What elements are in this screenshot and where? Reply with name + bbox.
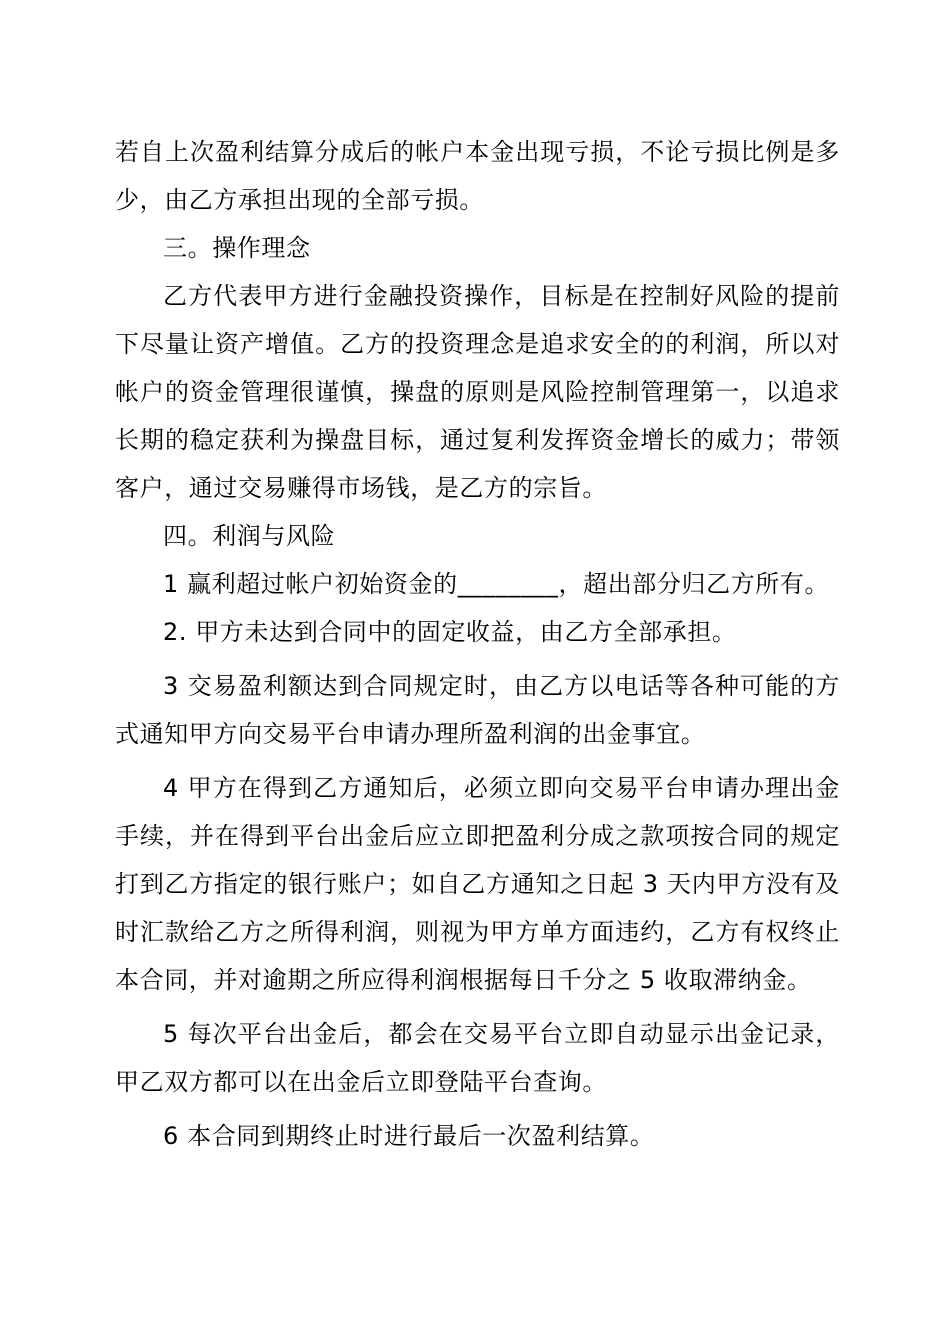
paragraph-operation-philosophy: 乙方代表甲方进行金融投资操作，目标是在控制好风险的提前下尽量让资产增值。乙方的投资理念是追求安全的的利润，所以对帐户的资金管理很谨慎，操盘的原则是风险控制管理第一，以追求长期的稳定获利为操盘目标，通过复利发挥资金增长的威力；带领客户，通过交易赚得市场钱，是乙方的宗旨。 xyxy=(115,282,840,502)
section-heading-4: 四。利润与风险 xyxy=(163,522,336,550)
paragraph-loss-clause: 若自上次盈利结算分成后的帐户本金出现亏损，不论亏损比例是多少，由乙方承担出现的全部亏损。 xyxy=(115,138,840,214)
list-item-2: 2. 甲方未达到合同中的固定收益，由乙方全部承担。 xyxy=(163,618,737,646)
list-item-6: 6 本合同到期终止时进行最后一次盈利结算。 xyxy=(163,1122,655,1150)
document-body xyxy=(115,128,840,1160)
list-item-1: 1 赢利超过帐户初始资金的________，超出部分归乙方所有。 xyxy=(163,570,830,598)
list-item-4: 4 甲方在得到乙方通知后，必须立即向交易平台申请办理出金手续，并在得到平台出金后应立即把盈利分成之款项按合同的规定打到乙方指定的银行账户；如自乙方通知之日起 3 天内甲方没有及时汇款给乙方之所得利润，则视为甲方单方面违约，乙方有权终止本合同，并对逾期之所应得利润根据每日千分之 5 收取滞纳金。 xyxy=(115,774,840,994)
list-item-5: 5 每次平台出金后，都会在交易平台立即自动显示出金记录，甲乙双方都可以在出金后立即登陆平台查询。 xyxy=(115,1020,840,1096)
list-item-3: 3 交易盈利额达到合同规定时，由乙方以电话等各种可能的方式通知甲方向交易平台申请办理所盈利润的出金事宜。 xyxy=(115,672,840,748)
section-heading-3: 三。操作理念 xyxy=(163,234,311,262)
